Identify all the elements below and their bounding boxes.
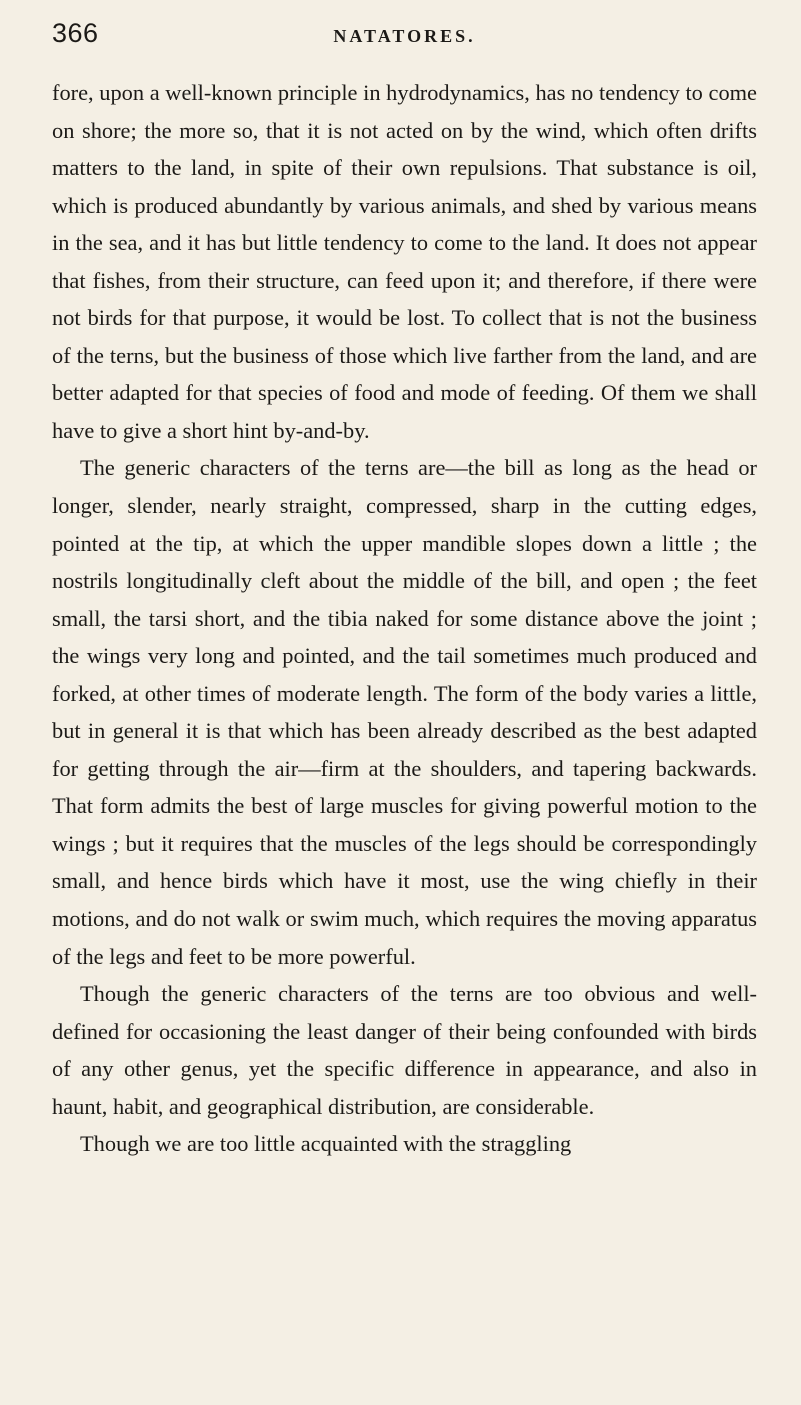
page-header	[52, 0, 757, 60]
body-text	[52, 74, 757, 1163]
paragraph-continuation: fore, upon a well-known principle in hydrodynamics, has no tendency to come on shore; the more so, that it is not acted on by the wind, which often drifts matters to the land, in spite of their own repulsions. That substance is oil, which is produced abundantly by various animals, and shed by various means in the sea, and it has but little tendency to come to the land. It does not appear that fishes, from their structure, can feed upon it; and therefore, if there were not birds for that purpose, it would be lost. To collect that is not the business of the terns, but the business of those which live farther from the land, and are better adapted for that species of food and mode of feeding. Of them we shall have to give a short hint by-and-by.	[52, 80, 757, 443]
page-number: 366	[52, 18, 99, 48]
running-head: NATATORES.	[333, 26, 476, 46]
paragraph-straggling: Though we are too little acquainted with the straggling	[80, 1131, 572, 1157]
paragraph-specific-difference: Though the generic characters of the terns are too obvious and well-defined for occasioning the least danger of their being confounded with birds of any other genus, yet the specific difference in appearance, and also in haunt, habit, and geographical distribution, are considerable.	[52, 981, 757, 1119]
paragraph-generic-characters: The generic characters of the terns are—the bill as long as the head or longer, slender, nearly straight, compressed, sharp in the cutting edges, pointed at the tip, at which the upper mandible slopes down a little ; the nostrils longitudinally cleft about the middle of the bill, and open ; the feet small, the tarsi short, and the tibia naked for some distance above the joint ; the wings very long and pointed, and the tail sometimes much produced and forked, at other times of moderate length. The form of the body varies a little, but in general it is that which has been already described as the best adapted for getting through the air—firm at the shoulders, and tapering backwards. That form admits the best of large muscles for giving powerful motion to the wings ; but it requires that the muscles of the legs should be correspondingly small, and hence birds which have it most, use the wing chiefly in their motions, and do not walk or swim much, which requires the moving apparatus of the legs and feet to be more powerful.	[52, 455, 757, 969]
